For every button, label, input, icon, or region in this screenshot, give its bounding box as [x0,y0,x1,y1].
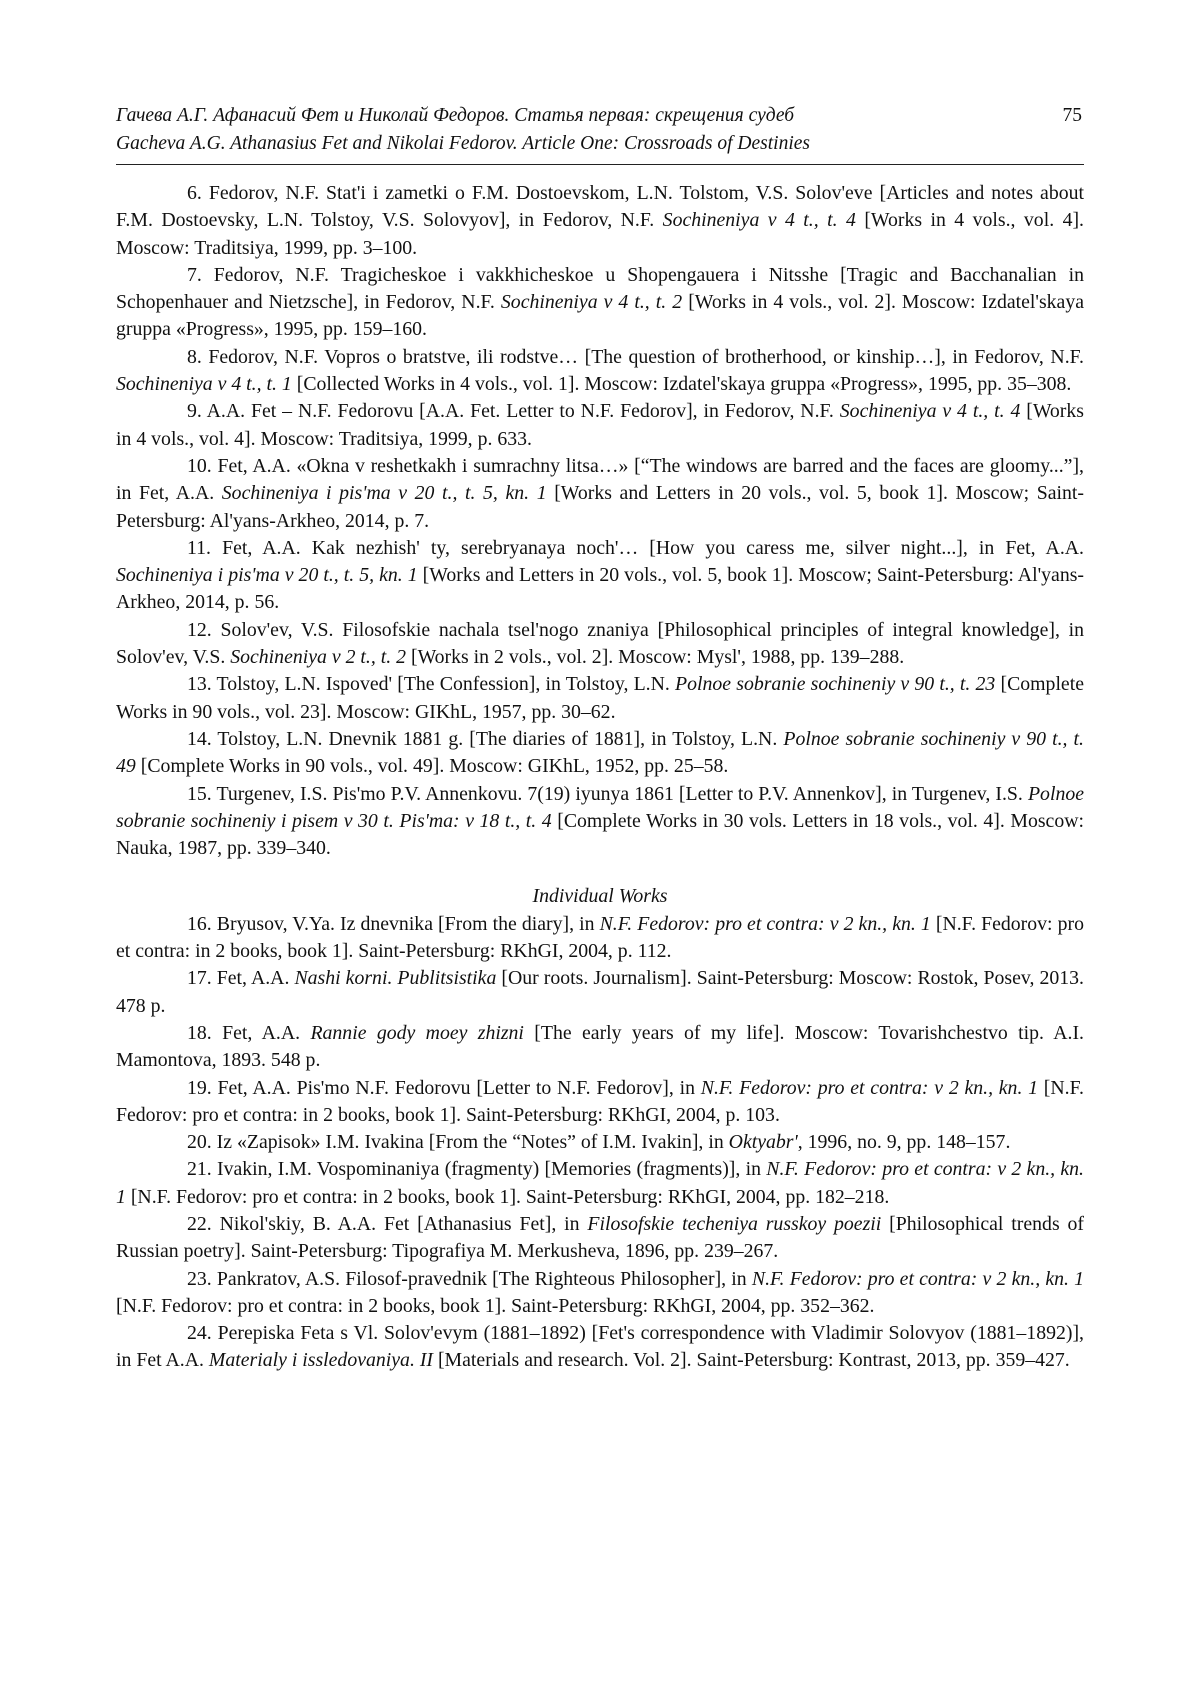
reference-entry [116,617,1084,672]
reference-entry [116,1129,1084,1156]
references-group-b [116,911,1084,1375]
reference-text: 7. Fedorov, N.F. Tragicheskoe i vakkhicheskoe u Shopengauera i Nitsshe [Tragic and Bacchanalian in Schopenhauer and Nietzsche], in Fedorov, N.F. [116,263,1084,314]
reference-entry [116,965,1084,1020]
reference-title-italic: Polnoe sobranie sochineniy v 90 t., t. 23 [675,673,996,696]
reference-text: 13. Tolstoy, L.N. Ispoved' [The Confession], in Tolstoy, L.N. [187,673,676,696]
reference-text: 19. Fet, A.A. Pis'mo N.F. Fedorovu [Letter to N.F. Fedorov], in [187,1076,701,1099]
reference-text: [Materials and research. Vol. 2]. Saint-Petersburg: Kontrast, 2013, pp. 359–427. [433,1349,1070,1372]
reference-entry [116,1075,1084,1130]
reference-text: 16. Bryusov, V.Ya. Iz dnevnika [From the diary], in [187,912,600,935]
reference-text: , 1996, no. 9, pp. 148–157. [797,1131,1011,1154]
reference-text: 8. Fedorov, N.F. Vopros o bratstve, ili rodstve… [The question of brotherhood, or kinship…], in Fedorov, N.F. [187,345,1084,368]
reference-text: 22. Nikol'skiy, B. A.A. Fet [Athanasius Fet], in [187,1212,588,1235]
reference-text: [Complete Works in 30 vols. Letters in 18 vols., vol. 4]. Moscow: Nauka, 1987, pp. 339–340. [116,809,1084,860]
reference-title-italic: N.F. Fedorov: pro et contra: v 2 kn., kn. 1 [116,1158,1084,1208]
reference-text: [The early years of my life]. Moscow: Tovarishchestvo tip. A.I. Mamontova, 1893. 548 p. [116,1021,1085,1072]
reference-entry [116,344,1084,399]
reference-title-italic: Sochineniya v 4 t., t. 4 [839,400,1021,423]
reference-text: [Complete Works in 90 vols., vol. 49]. Moscow: GIKhL, 1952, pp. 25–58. [135,755,729,778]
reference-entry [116,398,1084,453]
reference-text: 12. Solov'ev, V.S. Filosofskie nachala tsel'nogo znaniya [Philosophical principles of integral knowledge], in Solov'ev, V.S. [116,618,1084,669]
reference-entry [116,453,1084,535]
page-number: 75 [1062,105,1082,126]
reference-text: [Collected Works in 4 vols., vol. 1]. Moscow: Izdatel'skaya gruppa «Progress», 1995, pp. 35–308. [291,373,1072,396]
reference-text: [Works in 4 vols., vol. 2]. Moscow: Izdatel'skaya gruppa «Progress», 1995, pp. 159–160. [116,291,1084,341]
reference-title-italic: Materialy i issledovaniya. II [208,1349,434,1372]
reference-title-italic: N.F. Fedorov: pro et contra: v 2 kn., kn. 1 [599,912,931,935]
reference-entry [116,180,1084,262]
reference-text: 18. Fet, A.A. [187,1021,311,1044]
reference-title-italic: Sochineniya v 4 t., t. 4 [662,209,856,232]
running-header [116,102,1084,165]
reference-text: 9. A.A. Fet – N.F. Fedorovu [A.A. Fet. Letter to N.F. Fedorov], in Fedorov, N.F. [187,400,840,423]
reference-text: 10. Fet, A.A. «Okna v reshetkakh i sumrachny litsa…» [“The windows are barred and the faces are gloomy...”], in Fet, A.A. [116,454,1084,505]
reference-entry [116,262,1084,344]
reference-title-italic: Polnoe sobranie sochineniy v 90 t., t. 49 [116,727,1084,778]
header-title-ru: Гачева А.Г. Афанасий Фет и Николай Федоров. Статья первая: скрещения судеб [116,105,795,126]
reference-title-italic: Sochineniya i pis'ma v 20 t., t. 5, kn. 1 [221,482,547,505]
reference-text: [N.F. Fedorov: pro et contra: in 2 books, book 1]. Saint-Petersburg: RKhGI, 2004, pp. 352–362. [116,1294,875,1317]
reference-title-italic: Oktyabr' [728,1131,798,1154]
reference-text: 17. Fet, A.A. [187,967,295,990]
references-group-a [116,180,1084,862]
reference-entry [116,726,1084,781]
reference-text: 6. Fedorov, N.F. Stat'i i zametki o F.M. Dostoevskom, L.N. Tolstom, V.S. Solov'eve [Articles and notes about F.M. Dostoevsky, L.N. Tolstoy, V.S. Solovyov], in Fedorov, N.F. [116,182,1084,232]
reference-title-italic: Filosofskie techeniya russkoy poezii [587,1212,882,1235]
reference-text: [Works in 4 vols., vol. 4]. Moscow: Traditsiya, 1999, pp. 3–100. [116,209,1084,259]
reference-text: [Our roots. Journalism]. Saint-Petersburg: Moscow: Rostok, Posev, 2013. 478 p. [116,967,1084,1017]
reference-entry [116,911,1084,966]
reference-entry [116,1320,1084,1375]
header-title-en: Gacheva A.G. Athanasius Fet and Nikolai Fedorov. Article One: Crossroads of Destinies [116,133,810,154]
reference-title-italic: Sochineniya v 4 t., t. 2 [500,291,683,314]
reference-title-italic: Sochineniya v 4 t., t. 1 [116,373,292,396]
reference-text: 24. Perepiska Feta s Vl. Solov'evym (1881–1892) [Fet's correspondence with Vladimir Solovyov (1881–1892)], in Fet A.A. [116,1322,1084,1372]
reference-text: [Complete Works in 90 vols., vol. 23]. Moscow: GIKhL, 1957, pp. 30–62. [116,673,1084,723]
reference-text: [N.F. Fedorov: pro et contra: in 2 books, book 1]. Saint-Petersburg: RKhGI, 2004, p. 103. [116,1076,1084,1126]
reference-text: 23. Pankratov, A.S. Filosof-pravednik [The Righteous Philosopher], in [187,1267,752,1290]
reference-text: [Works in 2 vols., vol. 2]. Moscow: Mysl', 1988, pp. 139–288. [406,646,905,669]
reference-entry [116,781,1084,863]
reference-title-italic: Rannie gody moey zhizni [310,1021,524,1044]
reference-title-italic: Nashi korni. Publitsistika [294,967,497,990]
reference-title-italic: Sochineniya v 2 t., t. 2 [230,646,407,669]
reference-entry [116,535,1084,617]
reference-text: 11. Fet, A.A. Kak nezhish' ty, serebryanaya noch'… [How you caress me, silver night...], in Fet, A.A. [187,536,1084,559]
reference-text: [Philosophical trends of Russian poetry]. Saint-Petersburg: Tipografiya M. Merkusheva, 1896, pp. 239–267. [116,1212,1084,1263]
reference-entry [116,671,1084,726]
reference-text: [Works and Letters in 20 vols., vol. 5, book 1]. Moscow; Saint-Petersburg: Al'yans-Arkheo, 2014, p. 56. [116,564,1085,614]
reference-title-italic: N.F. Fedorov: pro et contra: v 2 kn., kn. 1 [751,1267,1085,1290]
reference-text: 14. Tolstoy, L.N. Dnevnik 1881 g. [The diaries of 1881], in Tolstoy, L.N. [187,727,784,750]
section-title-individual-works: Individual Works [532,885,668,908]
reference-text: [Works and Letters in 20 vols., vol. 5, book 1]. Moscow; Saint-Petersburg: Al'yans-Arkheo, 2014, p. 7. [116,482,1084,532]
reference-text: 20. Iz «Zapisok» I.M. Ivakina [From the “Notes” of I.M. Ivakin], in [187,1131,729,1154]
reference-title-italic: N.F. Fedorov: pro et contra: v 2 kn., kn. 1 [700,1076,1039,1099]
reference-entry [116,1266,1084,1321]
reference-title-italic: Polnoe sobranie sochineniy i pisem v 30 t. Pis'ma: v 18 t., t. 4 [116,782,1084,832]
reference-text: [N.F. Fedorov: pro et contra: in 2 books, book 1]. Saint-Petersburg: RKhGI, 2004, p. 112. [116,912,1084,963]
reference-entry [116,1156,1084,1211]
reference-entry [116,1211,1084,1266]
reference-text: [Works in 4 vols., vol. 4]. Moscow: Traditsiya, 1999, p. 633. [116,400,1084,450]
reference-entry [116,1020,1084,1075]
references-list [116,180,1084,1375]
reference-text: 15. Turgenev, I.S. Pis'mo P.V. Annenkovu. 7(19) iyunya 1861 [Letter to P.V. Annenkov], in Turgenev, I.S. [187,782,1028,805]
reference-text: [N.F. Fedorov: pro et contra: in 2 books, book 1]. Saint-Petersburg: RKhGI, 2004, pp. 182–218. [125,1185,890,1208]
reference-title-italic: Sochineniya i pis'ma v 20 t., t. 5, kn. 1 [116,564,418,587]
reference-text: 21. Ivakin, I.M. Vospominaniya (fragmenty) [Memories (fragments)], in [187,1158,767,1181]
